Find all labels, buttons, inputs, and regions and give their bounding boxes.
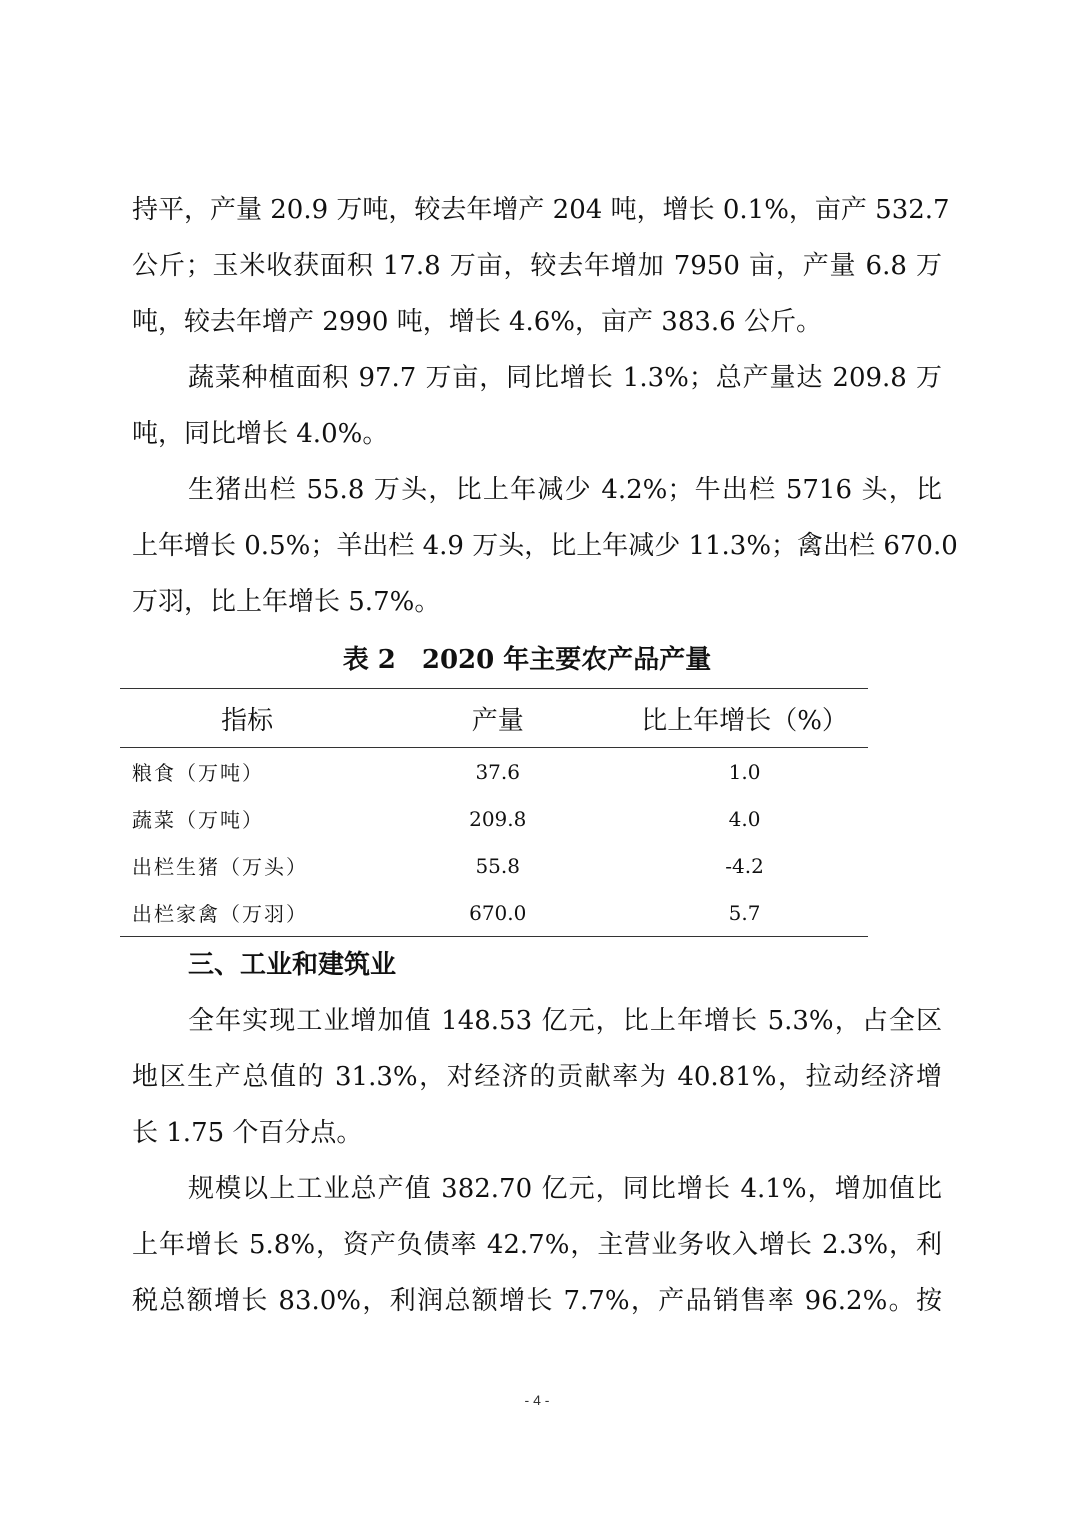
paragraph-line: 税总额增长 83.0%，利润总额增长 7.7%，产品销售率 96.2%。按 (132, 1286, 942, 1316)
row-label: 粮食（万吨） (132, 761, 264, 785)
table-row (120, 842, 868, 889)
table-row (120, 795, 868, 842)
row-label: 出栏家禽（万羽） (120, 889, 374, 937)
paragraph-line: 规模以上工业总产值 382.70 亿元，同比增长 4.1%，增加值比 (188, 1174, 942, 1204)
paragraph-line: 蔬菜种植面积 97.7 万亩，同比增长 1.3%；总产量达 209.8 万 (188, 363, 942, 393)
table-header-row (120, 689, 868, 748)
paragraph-vegetables (132, 350, 942, 462)
paragraph-line: 吨，同比增长 4.0%。 (132, 419, 389, 449)
paragraph-line: 生猪出栏 55.8 万头，比上年减少 4.2%；牛出栏 5716 头，比 (188, 475, 942, 505)
table-row (120, 748, 868, 796)
header-output: 产量 (374, 689, 621, 748)
paragraph-line: 上年增长 5.8%，资产负债率 42.7%，主营业务收入增长 2.3%，利 (132, 1230, 942, 1260)
row-growth: 1.0 (728, 759, 761, 784)
header-indicator: 指标 (120, 689, 374, 748)
row-growth: -4.2 (725, 853, 764, 878)
row-output: 55.8 (475, 853, 520, 878)
document-page (132, 182, 958, 1329)
paragraph-line: 长 1.75 个百分点。 (132, 1118, 363, 1148)
row-label: 蔬菜（万吨） (132, 808, 264, 832)
table-row (120, 889, 868, 937)
agri-output-table (120, 688, 868, 937)
paragraph-line: 吨，较去年增产 2990 吨，增长 4.6%，亩产 383.6 公斤。 (132, 307, 822, 337)
paragraph-line: 上年增长 0.5%；羊出栏 4.9 万头，比上年减少 11.3%；禽出栏 670.0 (132, 531, 958, 561)
table-title: 表 2 2020 年主要农产品产量 (342, 645, 712, 675)
section-heading: 三、工业和建筑业 (188, 950, 397, 980)
paragraph-grain-continued (132, 182, 950, 350)
paragraph-line: 持平，产量 20.9 万吨，较去年增产 204 吨，增长 0.1%，亩产 532.7 (132, 195, 950, 225)
paragraph-line: 地区生产总值的 31.3%，对经济的贡献率为 40.81%，拉动经济增 (132, 1062, 942, 1092)
row-output: 209.8 (469, 806, 527, 831)
page-number: - 4 - (524, 1392, 550, 1408)
paragraph-line: 万羽，比上年增长 5.7%。 (132, 587, 441, 617)
paragraph-industry-value-added (132, 993, 942, 1161)
paragraph-line: 全年实现工业增加值 148.53 亿元，比上年增长 5.3%，占全区 (188, 1006, 942, 1036)
row-growth: 4.0 (728, 806, 761, 831)
row-label: 出栏生猪（万头） (132, 855, 308, 879)
paragraph-livestock (132, 462, 958, 630)
paragraph-line: 公斤；玉米收获面积 17.8 万亩，较去年增加 7950 亩，产量 6.8 万 (132, 251, 942, 281)
row-growth: 5.7 (621, 889, 868, 937)
row-output: 670.0 (374, 889, 621, 937)
header-growth: 比上年增长（%） (621, 689, 868, 748)
paragraph-industry-above-scale (132, 1161, 942, 1329)
row-output: 37.6 (475, 759, 520, 784)
